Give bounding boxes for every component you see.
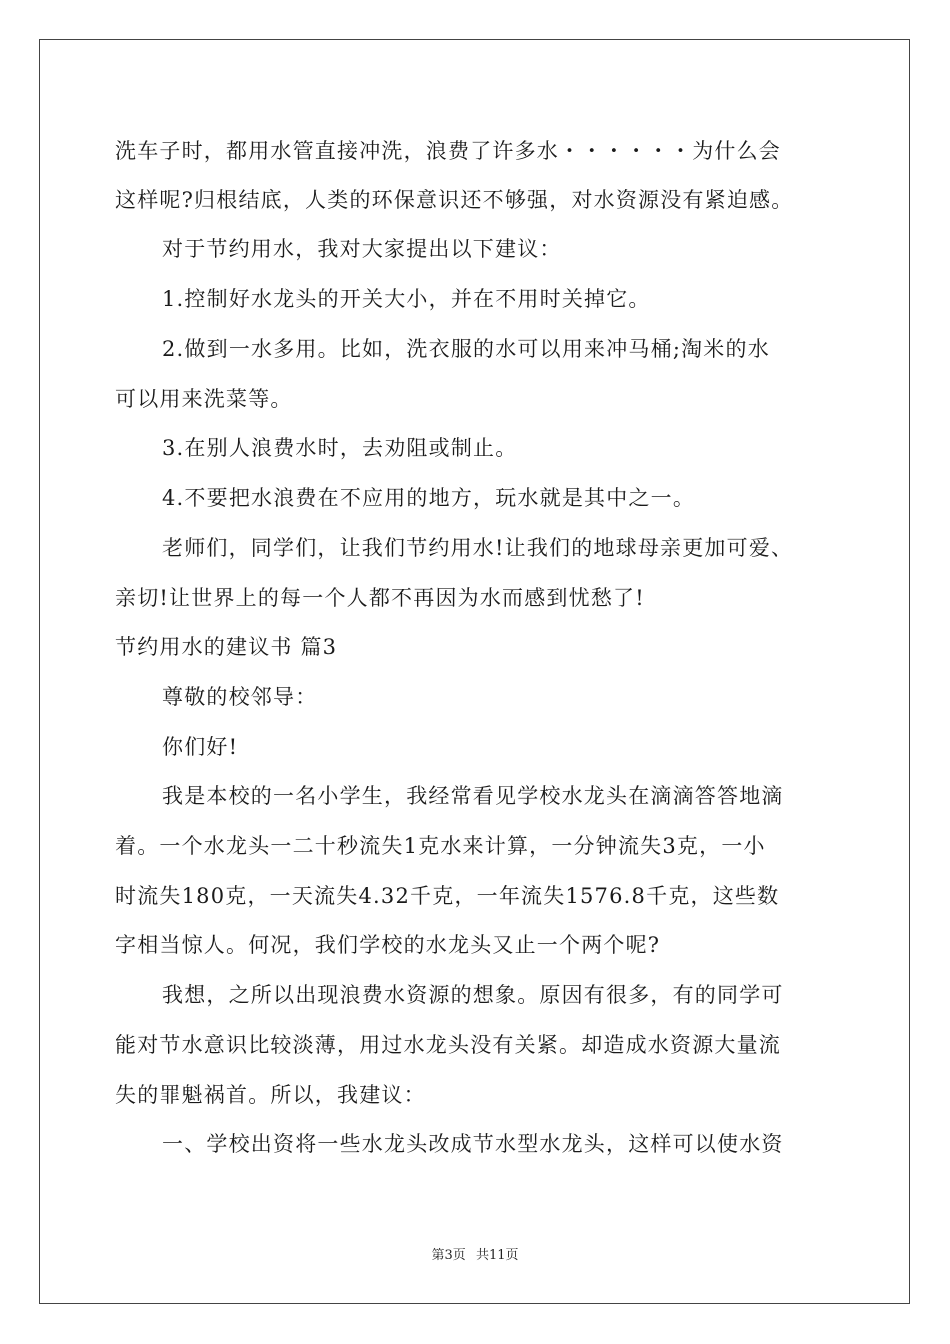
- list-item: 1.控制好水龙头的开关大小，并在不用时关掉它。: [162, 287, 651, 311]
- text-line: 洗车子时，都用水管直接冲洗，浪费了许多水・・・・・・为什么会: [115, 139, 781, 163]
- page-total: 共11页: [475, 1248, 519, 1263]
- text-line: 老师们，同学们，让我们节约用水!让我们的地球母亲更加可爱、: [162, 536, 794, 560]
- list-item: 2.做到一水多用。比如，洗衣服的水可以用来冲马桶;淘米的水: [162, 337, 770, 361]
- text-line: 能对节水意识比较淡薄，用过水龙头没有关紧。却造成水资源大量流: [115, 1033, 781, 1057]
- list-item: 3.在别人浪费水时，去劝阻或制止。: [162, 436, 518, 460]
- page-border: [39, 39, 910, 1304]
- text-line: 着。一个水龙头一二十秒流失1克水来计算，一分钟流失3克，一小: [115, 834, 766, 858]
- text-line: 亲切!让世界上的每一个人都不再因为水而感到忧愁了!: [115, 586, 645, 610]
- text-line: 可以用来洗菜等。: [115, 387, 293, 411]
- text-line: 对于节约用水，我对大家提出以下建议：: [162, 237, 562, 261]
- text-line: 一、学校出资将一些水龙头改成节水型水龙头，这样可以使水资: [162, 1132, 784, 1156]
- text-line: 这样呢?归根结底，人类的环保意识还不够强，对水资源没有紧迫感。: [115, 188, 794, 212]
- text-line: 我是本校的一名小学生，我经常看见学校水龙头在滴滴答答地滴: [162, 784, 784, 808]
- salutation: 尊敬的校邻导：: [162, 685, 318, 709]
- text-line: 失的罪魁祸首。所以，我建议：: [115, 1083, 426, 1107]
- page-footer: [0, 1244, 950, 1263]
- section-heading: 节约用水的建议书 篇3: [115, 635, 338, 659]
- list-item: 4.不要把水浪费在不应用的地方，玩水就是其中之一。: [162, 486, 696, 510]
- text-line: 字相当惊人。何况，我们学校的水龙头又止一个两个呢?: [115, 933, 661, 957]
- text-line: 我想，之所以出现浪费水资源的想象。原因有很多，有的同学可: [162, 983, 784, 1007]
- text-line: 时流失180克，一天流失4.32千克，一年流失1576.8千克，这些数: [115, 884, 780, 908]
- greeting: 你们好!: [162, 735, 239, 759]
- page-number: 第3页: [431, 1248, 466, 1263]
